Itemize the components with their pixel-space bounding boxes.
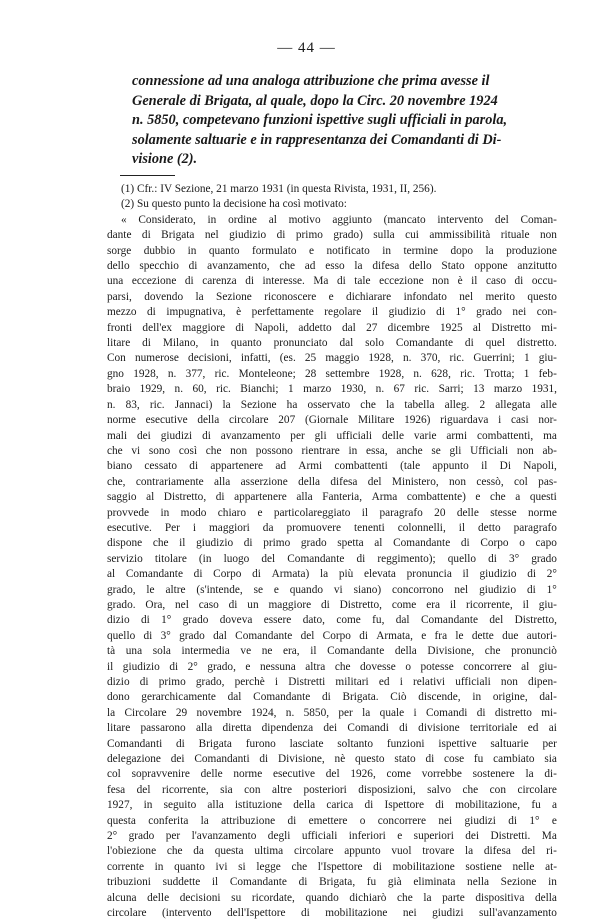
footnote-line: tribuzioni suddette il Comandante di Brigata, fu già eliminata nella Sezione in: [107, 876, 557, 889]
footnote-line: dizio di 1° grado doveva essere dato, come fu, dal Comandante del Distretto,: [107, 614, 557, 627]
main-text-line: solamente saltuarie e in rappresentanza dei Comandanti di Di-: [132, 131, 502, 148]
footnote-line: grado. Ora, nel caso di un maggiore di Distretto, come era il ricorrente, il giu-: [107, 598, 557, 611]
footnote-line: mali dei giudizi di avanzamento per gli ufficiali delle varie armi combattenti, ma: [107, 429, 557, 442]
main-text-line: visione (2).: [132, 151, 198, 168]
footnote-line: circolare (intervento dell'Ispettore di mobilitazione nei giudizi sull'avanzamento: [107, 907, 557, 920]
footnote-line: Con numerose decisioni, infatti, (es. 25 maggio 1928, n. 370, ric. Guerrini; 1 giu-: [107, 352, 557, 365]
footnote-line: al Comandante di Corpo di Armata) la più elevata pronuncia il giudizio di 2°: [107, 568, 557, 581]
main-text-line: n. 5850, competevano funzioni ispettive sugli ufficiali in parola,: [132, 112, 508, 129]
footnote-line: alcuna delle decisioni su ricordate, quando dichiarò che la parte dispositiva della: [107, 891, 557, 904]
footnote-line: n. 83, ric. Jannaci) la Sezione ha osservato che la tabella alleg. 2 allegata alle: [107, 398, 557, 411]
footnote-line: corrente in quanto ivi si legge che l'Ispettore di mobilitazione sostiene nelle at-: [107, 860, 557, 873]
footnotes: [107, 182, 557, 922]
footnote-line: gno 1928, n. 377, ric. Monteleone; 28 settembre 1928, n. 628, ric. Trotta; 1 feb-: [107, 367, 557, 380]
footnote-line: la Circolare 29 novembre 1924, n. 5850, per la quale i Comandi di distretto mi-: [107, 706, 557, 719]
footnote-line: litare passarono alla diretta dipendenza dei Comandi di divisione territoriale ed ai: [107, 722, 557, 735]
footnote-line: delegazione dei Comandanti di Divisione, nè questo stato di cose fu cambiato sia: [107, 753, 557, 766]
footnote-line: saggio al Distretto, di appartenere alla Fanteria, Arma combattente) e che a questi: [107, 491, 557, 504]
footnote-line: 1927, in seguito alla istituzione della carica di Ispettore di mobilitazione, fu a: [107, 799, 557, 812]
main-text-line: Generale di Brigata, al quale, dopo la Circ. 20 novembre 1924: [132, 92, 498, 109]
footnote-line: quello di 3° grado dal Comandante del Corpo di Armata, e fra le dette due autori-: [107, 629, 557, 642]
footnote-line: (1) Cfr.: IV Sezione, 21 marzo 1931 (in questa Rivista, 1931, II, 256).: [121, 183, 437, 195]
main-text: [132, 72, 556, 170]
footnote-line: (2) Su questo punto la decisione ha così motivato:: [121, 198, 347, 211]
footnote-line: dizio di primo grado, perchè i Distretti militari ed i relativi ufficiali non dipen-: [107, 676, 557, 688]
footnote-line: mezzo di impugnativa, è perfettamente regolare il giudizio di 1° grado nei con-: [107, 306, 557, 319]
footnote-line: servizio titolare (in luogo del Comandante di reggimento); quello di 3° grado: [107, 552, 557, 565]
footnote-line: parsi, dovendo la Sezione riconoscere e dichiarare infondato nel merito questo: [107, 290, 557, 303]
footnote-line: questa conferita la attribuzione di emettere o concorrere nei giudizi di 1° e: [107, 814, 557, 827]
footnote-line: fesa del ricorrente, sia con altre posteriori disposizioni, salvo che con circolare: [107, 783, 557, 796]
footnote-line: biano cessato di appartenere ad Armi combattenti (tale appunto il Di Napoli,: [107, 460, 557, 473]
footnote-line: una eccezione di carenza di interesse. Ma di tale eccezione non è il caso di occu-: [107, 275, 557, 288]
page-number: — 44 —: [277, 40, 336, 56]
footnote-line: l'obiezione che da questa ultima circolare appunto vuol trovare la difesa del ri-: [107, 845, 557, 858]
footnote-line: provvede in modo chiaro e particolareggiato il paragrafo 20 delle stesse norme: [107, 506, 557, 519]
footnote-line: dante di Brigata nel giudizio di primo grado) sulla cui ammissibilità rituale non: [107, 229, 557, 242]
footnote-line: il giudizio di 2° grado, e nessuna altra che dovesse o potesse concorrere al giu-: [107, 660, 557, 673]
footnote-line: dono gerarchicamente dal Comandante di Brigata. Ciò discende, in origine, dal-: [107, 691, 557, 704]
footnote-line: litare di Milano, in quanto pronunciato dal solo Comandante di quel distretto.: [107, 337, 557, 350]
footnote-line: che, contrariamente alla asserzione della difesa del Ministero, non cessò, col pas-: [107, 475, 557, 488]
footnote-line: braio 1929, n. 60, ric. Bianchi; 1 marzo 1930, n. 67 ric. Sarri; 13 marzo 1931,: [107, 383, 557, 396]
main-text-line: connessione ad una analoga attribuzione che prima avesse il: [132, 73, 490, 89]
footnote-line: esecutive. Per i maggiori da promuovere tenenti colonnelli, il detto paragrafo: [107, 521, 557, 534]
footnote-line: « Considerato, in ordine al motivo aggiunto (mancato intervento del Coman-: [121, 213, 557, 226]
footnote-line: tà una sola intermedia ve ne era, il Comandante della Divisione, che pronunciò: [107, 645, 557, 658]
footnote-line: dispone che il giudizio di primo grado spetta al Comandante di Corpo o capo: [107, 537, 557, 550]
footnote-line: fronti dell'ex maggiore di Napoli, addetto dal 27 dicembre 1925 al Distretto mi-: [107, 321, 557, 334]
footnote-line: Comandanti di Brigata furono lasciate soltanto funzioni ispettive saltuarie per: [107, 737, 557, 750]
footnote-line: grado, le altre (s'intende, se e quando vi siano) concorrono nel giudizio di 1°: [107, 583, 557, 596]
footnote-line: che vi sono così che non possono rientrare in essa, anche se gli Ufficiali non ab-: [107, 444, 557, 457]
footnote-line: 2° grado per l'avanzamento degli ufficiali inferiori e superiori dei Distretti. Ma: [107, 830, 557, 843]
footnote-line: sorge dubbio in quanto formulato e notificato in termine dopo la produzione: [107, 244, 557, 257]
footnote-line: norme esecutive della circolare 207 (Giornale Militare 1926) riguardava i casi nor-: [107, 414, 557, 427]
footnote-line: col sopravvenire delle norme esecutive del 1926, come vorrebbe sostenere la di-: [107, 768, 557, 781]
footnote-divider: [120, 175, 175, 176]
footnote-line: dello specchio di avanzamento, che ad esso la difesa dello Stato oppone anzitutto: [107, 260, 557, 273]
